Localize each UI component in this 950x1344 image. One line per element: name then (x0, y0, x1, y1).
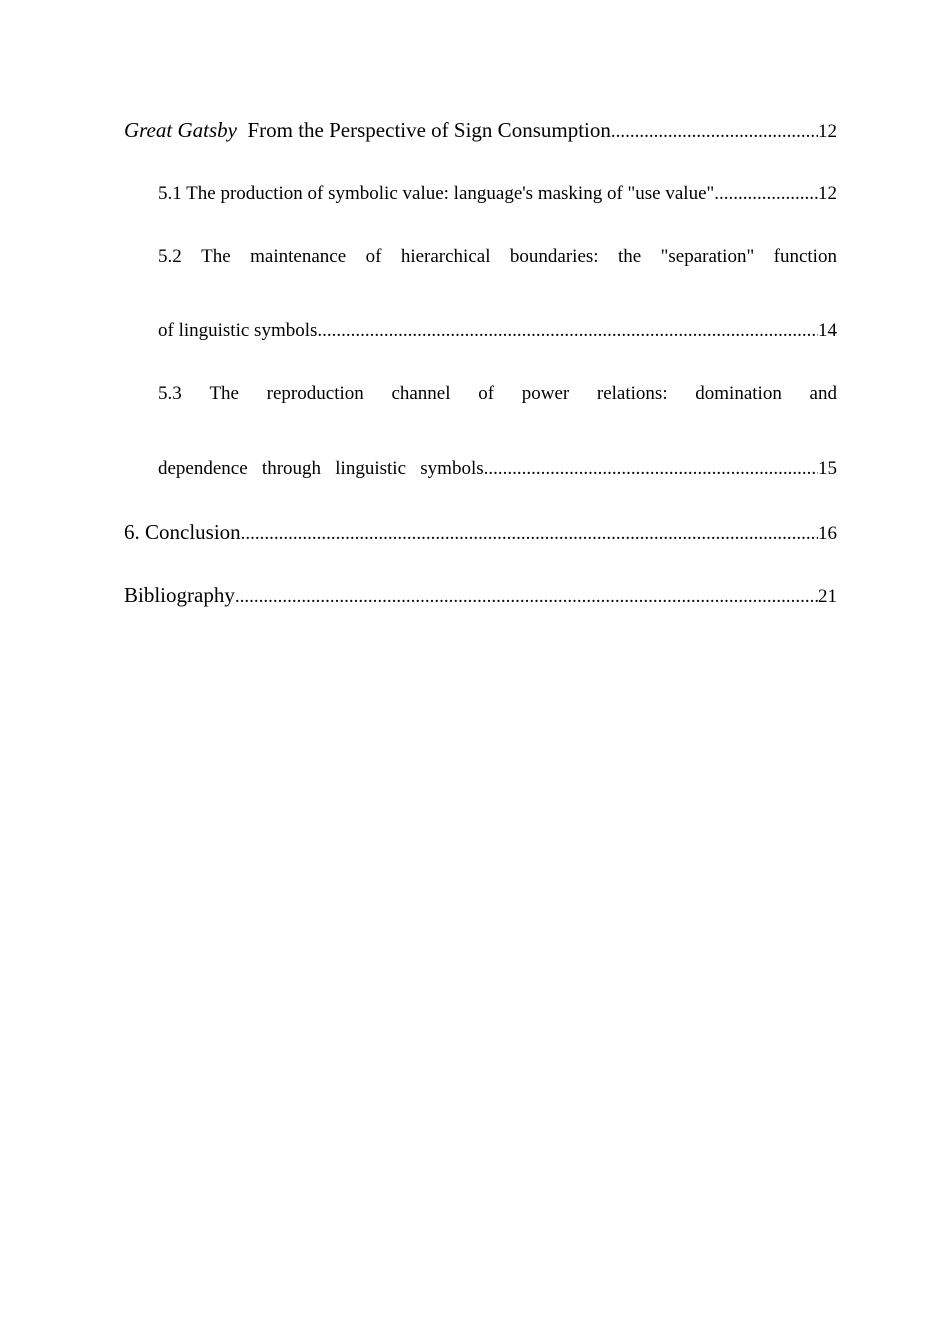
toc-page-number: 21 (818, 586, 837, 607)
toc-page-number: 12 (818, 183, 837, 204)
toc-entry-5-2-line1[interactable] (158, 246, 837, 268)
toc-page-number: 16 (818, 523, 837, 544)
toc-word: maintenance (250, 246, 347, 267)
toc-word: symbols (420, 458, 484, 479)
toc-word: of (478, 383, 495, 404)
toc-word: hierarchical (400, 246, 491, 267)
book-title-italic: Great Gatsby (124, 118, 237, 142)
toc-entry-title: of linguistic symbols (158, 320, 318, 341)
toc-word: of (365, 246, 382, 267)
dot-leader (611, 121, 818, 143)
toc-word: relations: (596, 383, 668, 404)
toc-word: domination (695, 383, 782, 404)
toc-word: The (209, 383, 239, 404)
dot-leader (241, 523, 818, 545)
dot-leader (484, 458, 818, 480)
toc-word: 5.3 (158, 383, 182, 404)
toc-word: function (773, 246, 837, 267)
toc-word: power (521, 383, 570, 404)
toc-page-number: 12 (818, 121, 837, 142)
toc-entry-title (124, 118, 611, 143)
toc-word: boundaries: (509, 246, 599, 267)
toc-entry-5-2-line2[interactable] (158, 320, 837, 342)
toc-entry-5-3-line1[interactable] (158, 383, 837, 405)
dot-leader (317, 320, 818, 342)
toc-word: channel (391, 383, 451, 404)
toc-entry-title: 5.1 The production of symbolic value: language's masking of "use value" (158, 183, 715, 204)
toc-word: 5.2 (158, 246, 182, 267)
toc-entry-title (158, 458, 484, 480)
dot-leader (714, 183, 818, 205)
toc-page-number: 15 (818, 458, 837, 479)
toc-word: "separation" (660, 246, 755, 267)
toc-entry-title: Bibliography (124, 583, 235, 607)
toc-word: reproduction (266, 383, 364, 404)
toc-page-number: 14 (818, 320, 837, 341)
toc-word: linguistic (335, 458, 407, 479)
toc-word: dependence (158, 458, 248, 479)
toc-word: through (261, 458, 322, 479)
dot-leader (235, 586, 818, 608)
toc-entry-gatsby[interactable] (124, 118, 837, 143)
toc-entry-5-3-line2[interactable] (158, 458, 837, 480)
toc-word: and (809, 383, 837, 404)
toc-entry-title-rest: From the Perspective of Sign Consumption (247, 118, 611, 142)
toc-entry-title: 6. Conclusion (124, 520, 241, 544)
toc-entry-bibliography[interactable] (124, 583, 837, 608)
toc-entry-5-1[interactable] (158, 183, 837, 205)
toc-word: The (201, 246, 231, 267)
toc-entry-conclusion[interactable] (124, 520, 837, 545)
toc-word: the (617, 246, 642, 267)
